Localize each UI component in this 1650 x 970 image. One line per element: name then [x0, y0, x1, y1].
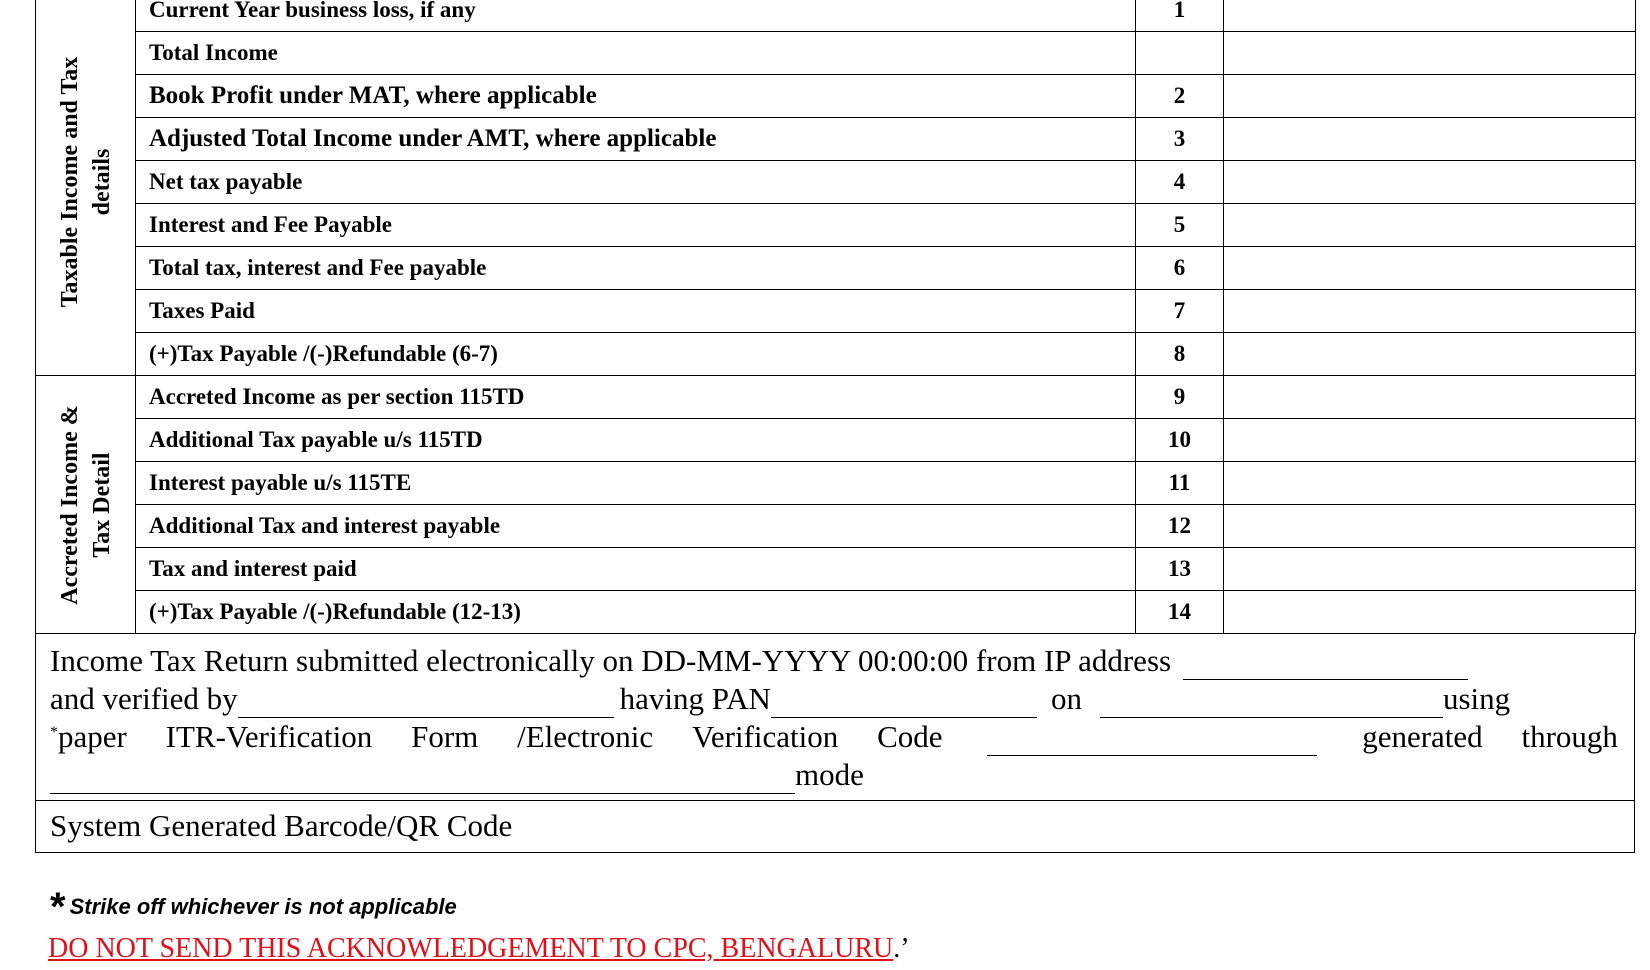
acknowledgement-form — [35, 0, 1635, 853]
row-label: Interest and Fee Payable — [136, 204, 1136, 247]
row-value — [1224, 419, 1636, 462]
line3-word: through — [1521, 719, 1618, 754]
row-number: 11 — [1136, 462, 1224, 505]
row-value — [1224, 204, 1636, 247]
row-label: Net tax payable — [136, 161, 1136, 204]
row-label: Interest payable u/s 115TE — [136, 462, 1136, 505]
table-row — [36, 462, 1636, 505]
table-row — [36, 161, 1636, 204]
table-row — [36, 247, 1636, 290]
having-pan-text: having PAN — [619, 681, 771, 716]
line3-word: *paper — [50, 719, 127, 754]
row-value — [1224, 333, 1636, 376]
verification-statement — [35, 634, 1635, 801]
row-value — [1224, 32, 1636, 75]
footnote-asterisk: * — [50, 885, 66, 929]
table-row — [36, 118, 1636, 161]
row-number: 5 — [1136, 204, 1224, 247]
row-number: 4 — [1136, 161, 1224, 204]
table-row — [36, 591, 1636, 634]
row-number: 12 — [1136, 505, 1224, 548]
row-value — [1224, 75, 1636, 118]
verification-line-3 — [50, 718, 1618, 756]
line3-word: /Electronic — [517, 719, 654, 754]
ip-address-blank — [1183, 649, 1468, 680]
verification-line-4 — [50, 756, 1618, 794]
verified-by-text: and verified by — [50, 681, 238, 716]
row-value — [1224, 505, 1636, 548]
row-label: (+)Tax Payable /(-)Refundable (6-7) — [136, 333, 1136, 376]
verification-line-2 — [50, 680, 1618, 718]
section-taxable-income — [36, 0, 136, 376]
row-number: 13 — [1136, 548, 1224, 591]
row-label: Total Income — [136, 32, 1136, 75]
row-label: Adjusted Total Income under AMT, where applicable — [136, 118, 1136, 161]
submission-text: Income Tax Return submitted electronically on DD-MM-YYYY 00:00:00 from IP address — [50, 643, 1172, 678]
using-text: using — [1442, 681, 1511, 716]
row-label: Additional Tax payable u/s 115TD — [136, 419, 1136, 462]
row-value — [1224, 376, 1636, 419]
section-accreted-income — [36, 376, 136, 634]
line3-word: Form — [411, 719, 479, 754]
row-number: 9 — [1136, 376, 1224, 419]
footnote-star: * — [50, 724, 58, 741]
pan-blank — [771, 687, 1037, 718]
row-label: Total tax, interest and Fee payable — [136, 247, 1136, 290]
barcode-section — [35, 801, 1635, 853]
row-label: Taxes Paid — [136, 290, 1136, 333]
row-value — [1224, 462, 1636, 505]
row-value — [1224, 0, 1636, 32]
table-row — [36, 32, 1636, 75]
footnote — [50, 885, 457, 930]
mode-text: mode — [795, 757, 864, 792]
row-value — [1224, 118, 1636, 161]
row-label: Accreted Income as per section 115TD — [136, 376, 1136, 419]
table-row — [36, 376, 1636, 419]
line3-word: generated — [1362, 719, 1483, 754]
table-row — [36, 0, 1636, 32]
date-blank — [1100, 687, 1443, 718]
row-label: Book Profit under MAT, where applicable — [136, 75, 1136, 118]
row-value — [1224, 290, 1636, 333]
verifier-name-blank — [238, 687, 614, 718]
section-label-taxable: Taxable Income and Tax details — [56, 56, 115, 308]
table-row — [36, 505, 1636, 548]
row-number: 1 — [1136, 0, 1224, 32]
row-value — [1224, 161, 1636, 204]
on-text: on — [1050, 681, 1082, 716]
row-number: 7 — [1136, 290, 1224, 333]
row-number: 8 — [1136, 333, 1224, 376]
table-row — [36, 290, 1636, 333]
table-row — [36, 333, 1636, 376]
row-value — [1224, 548, 1636, 591]
row-number: 3 — [1136, 118, 1224, 161]
row-number: 14 — [1136, 591, 1224, 634]
footnote-text: Strike off whichever is not applicable — [69, 894, 457, 919]
verification-line-1 — [50, 642, 1618, 680]
warning-text: DO NOT SEND THIS ACKNOWLEDGEMENT TO CPC, BENGALURU — [48, 933, 894, 964]
section-label-accreted: Accreted Income & Tax Detail — [56, 404, 115, 605]
warning-tail: .’ — [893, 933, 910, 964]
table-row — [36, 204, 1636, 247]
row-number — [1136, 32, 1224, 75]
line3-word: ITR-Verification — [165, 719, 373, 754]
table-row — [36, 75, 1636, 118]
table-row — [36, 548, 1636, 591]
row-label: Additional Tax and interest payable — [136, 505, 1136, 548]
table-row — [36, 419, 1636, 462]
row-label: Tax and interest paid — [136, 548, 1136, 591]
income-tax-table — [35, 0, 1636, 634]
line3-word: Code — [877, 719, 943, 754]
row-value — [1224, 591, 1636, 634]
barcode-label: System Generated Barcode/QR Code — [50, 808, 513, 843]
row-number: 10 — [1136, 419, 1224, 462]
warning-notice — [48, 933, 910, 965]
row-value — [1224, 247, 1636, 290]
row-number: 2 — [1136, 75, 1224, 118]
row-label: (+)Tax Payable /(-)Refundable (12-13) — [136, 591, 1136, 634]
line3-word: Verification — [691, 719, 839, 754]
mode-blank — [50, 763, 795, 794]
row-label: Current Year business loss, if any — [136, 0, 1136, 32]
evc-code-blank — [987, 725, 1317, 756]
row-number: 6 — [1136, 247, 1224, 290]
